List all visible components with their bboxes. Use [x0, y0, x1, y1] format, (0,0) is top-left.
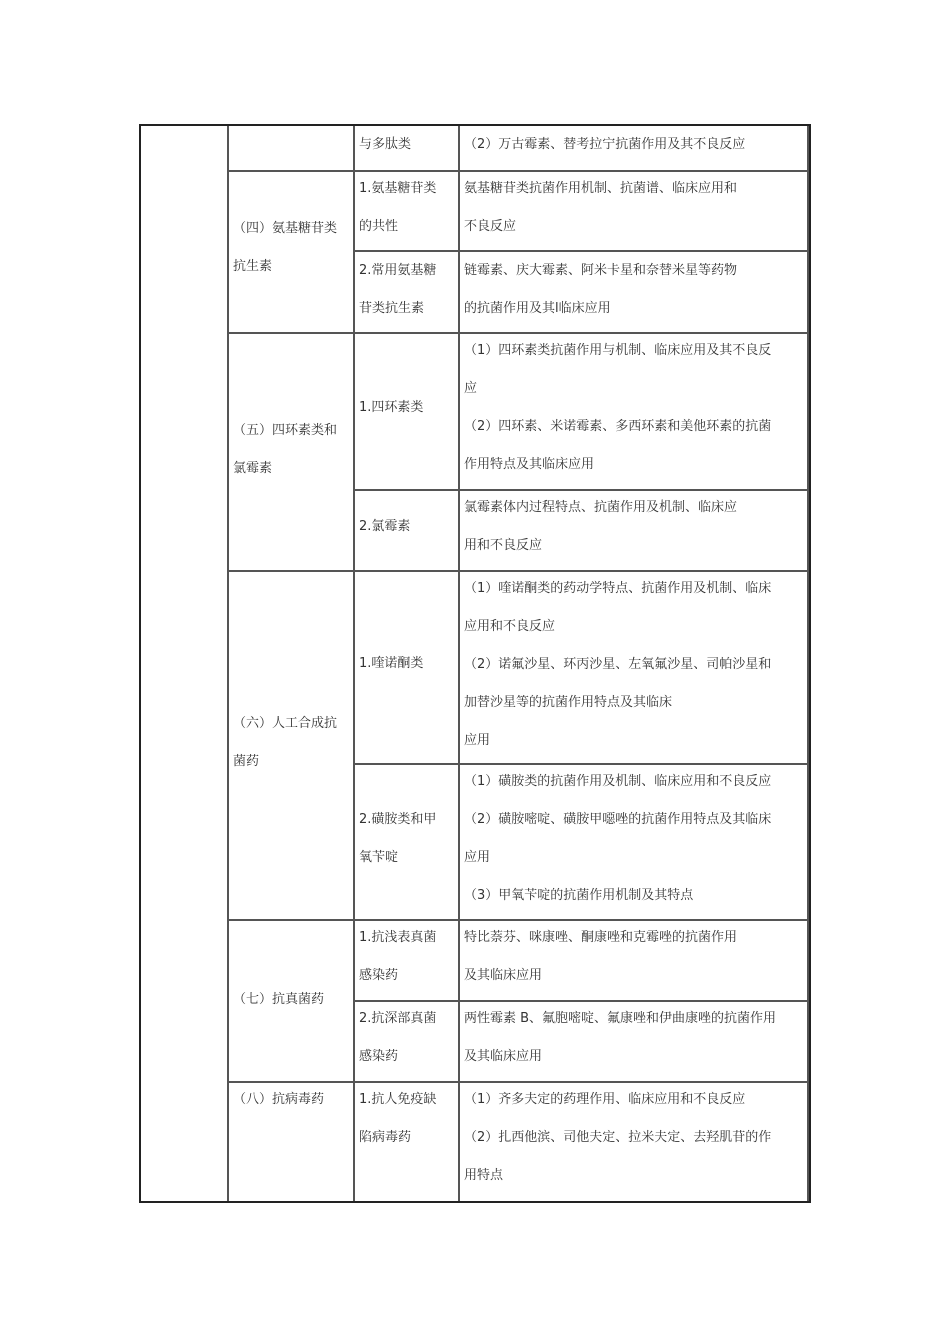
- sub-item-details: 特比萘芬、咪康唑、酮康唑和克霉唑的抗菌作用 及其临床应用: [464, 930, 738, 983]
- category-label: （八）抗病毒药: [233, 1092, 325, 1107]
- sub-item-name: 1.抗人免疫缺 陷病毒药: [359, 1092, 437, 1145]
- sub-item-details: （1）磺胺类的抗菌作用及机制、临床应用和不良反应 （2）磺胺嘧啶、磺胺甲噁唑的抗菌作用特点及其临床 应用 （3）甲氧苄啶的抗菌作用机制及其特点: [464, 774, 772, 903]
- sub-item-name: 1.抗浅表真菌 感染药: [359, 930, 437, 983]
- sub-item-name: 2.磺胺类和甲 氧苄啶: [359, 812, 437, 865]
- column-divider: [227, 126, 229, 1201]
- sub-item-details: 两性霉素 B、氟胞嘧啶、氟康唑和伊曲康唑的抗菌作用 及其临床应用: [464, 1011, 777, 1064]
- category-label: （四）氨基糖苷类 抗生素: [233, 221, 338, 274]
- sub-item-details: （1）齐多夫定的药理作用、临床应用和不良反应 （2）扎西他滨、司他夫定、拉米夫定、去羟肌苷的作 用特点: [464, 1092, 772, 1183]
- sub-item-name: 1.喹诺酮类: [359, 656, 424, 671]
- sub-item-details: 氨基糖苷类抗菌作用机制、抗菌谱、临床应用和 不良反应: [464, 181, 738, 234]
- column-divider: [807, 126, 809, 1201]
- category-label: （七）抗真菌药: [233, 992, 325, 1007]
- sub-item-name: 2.抗深部真菌 感染药: [359, 1011, 437, 1064]
- sub-item-details: （2）万古霉素、替考拉宁抗菌作用及其不良反应: [464, 137, 746, 152]
- sub-item-details: （1）喹诺酮类的药动学特点、抗菌作用及机制、临床 应用和不良反应 （2）诺氟沙星、环丙沙星、左氧氟沙星、司帕沙星和 加替沙星等的抗菌作用特点及其临床 应用: [464, 581, 772, 748]
- sub-item-name: 1.四环素类: [359, 400, 424, 415]
- sub-item-details: （1）四环素类抗菌作用与机制、临床应用及其不良反 应 （2）四环素、米诺霉素、多西环素和美他环素的抗菌 作用特点及其临床应用: [464, 343, 772, 472]
- sub-item-details: 氯霉素体内过程特点、抗菌作用及机制、临床应 用和不良反应: [464, 500, 738, 553]
- category-label: （六）人工合成抗 菌药: [233, 716, 338, 769]
- sub-item-name: 2.氯霉素: [359, 519, 411, 534]
- exam-outline-table: [139, 124, 811, 1203]
- sub-item-details: 链霉素、庆大霉素、阿米卡星和奈替米星等药物 的抗菌作用及其l临床应用: [464, 263, 738, 316]
- sub-item-name: 2.常用氨基糖 苷类抗生素: [359, 263, 437, 316]
- category-label: （五）四环素类和 氯霉素: [233, 423, 338, 476]
- sub-item-name: 1.氨基糖苷类 的共性: [359, 181, 437, 234]
- sub-item-name: 与多肽类: [359, 137, 412, 152]
